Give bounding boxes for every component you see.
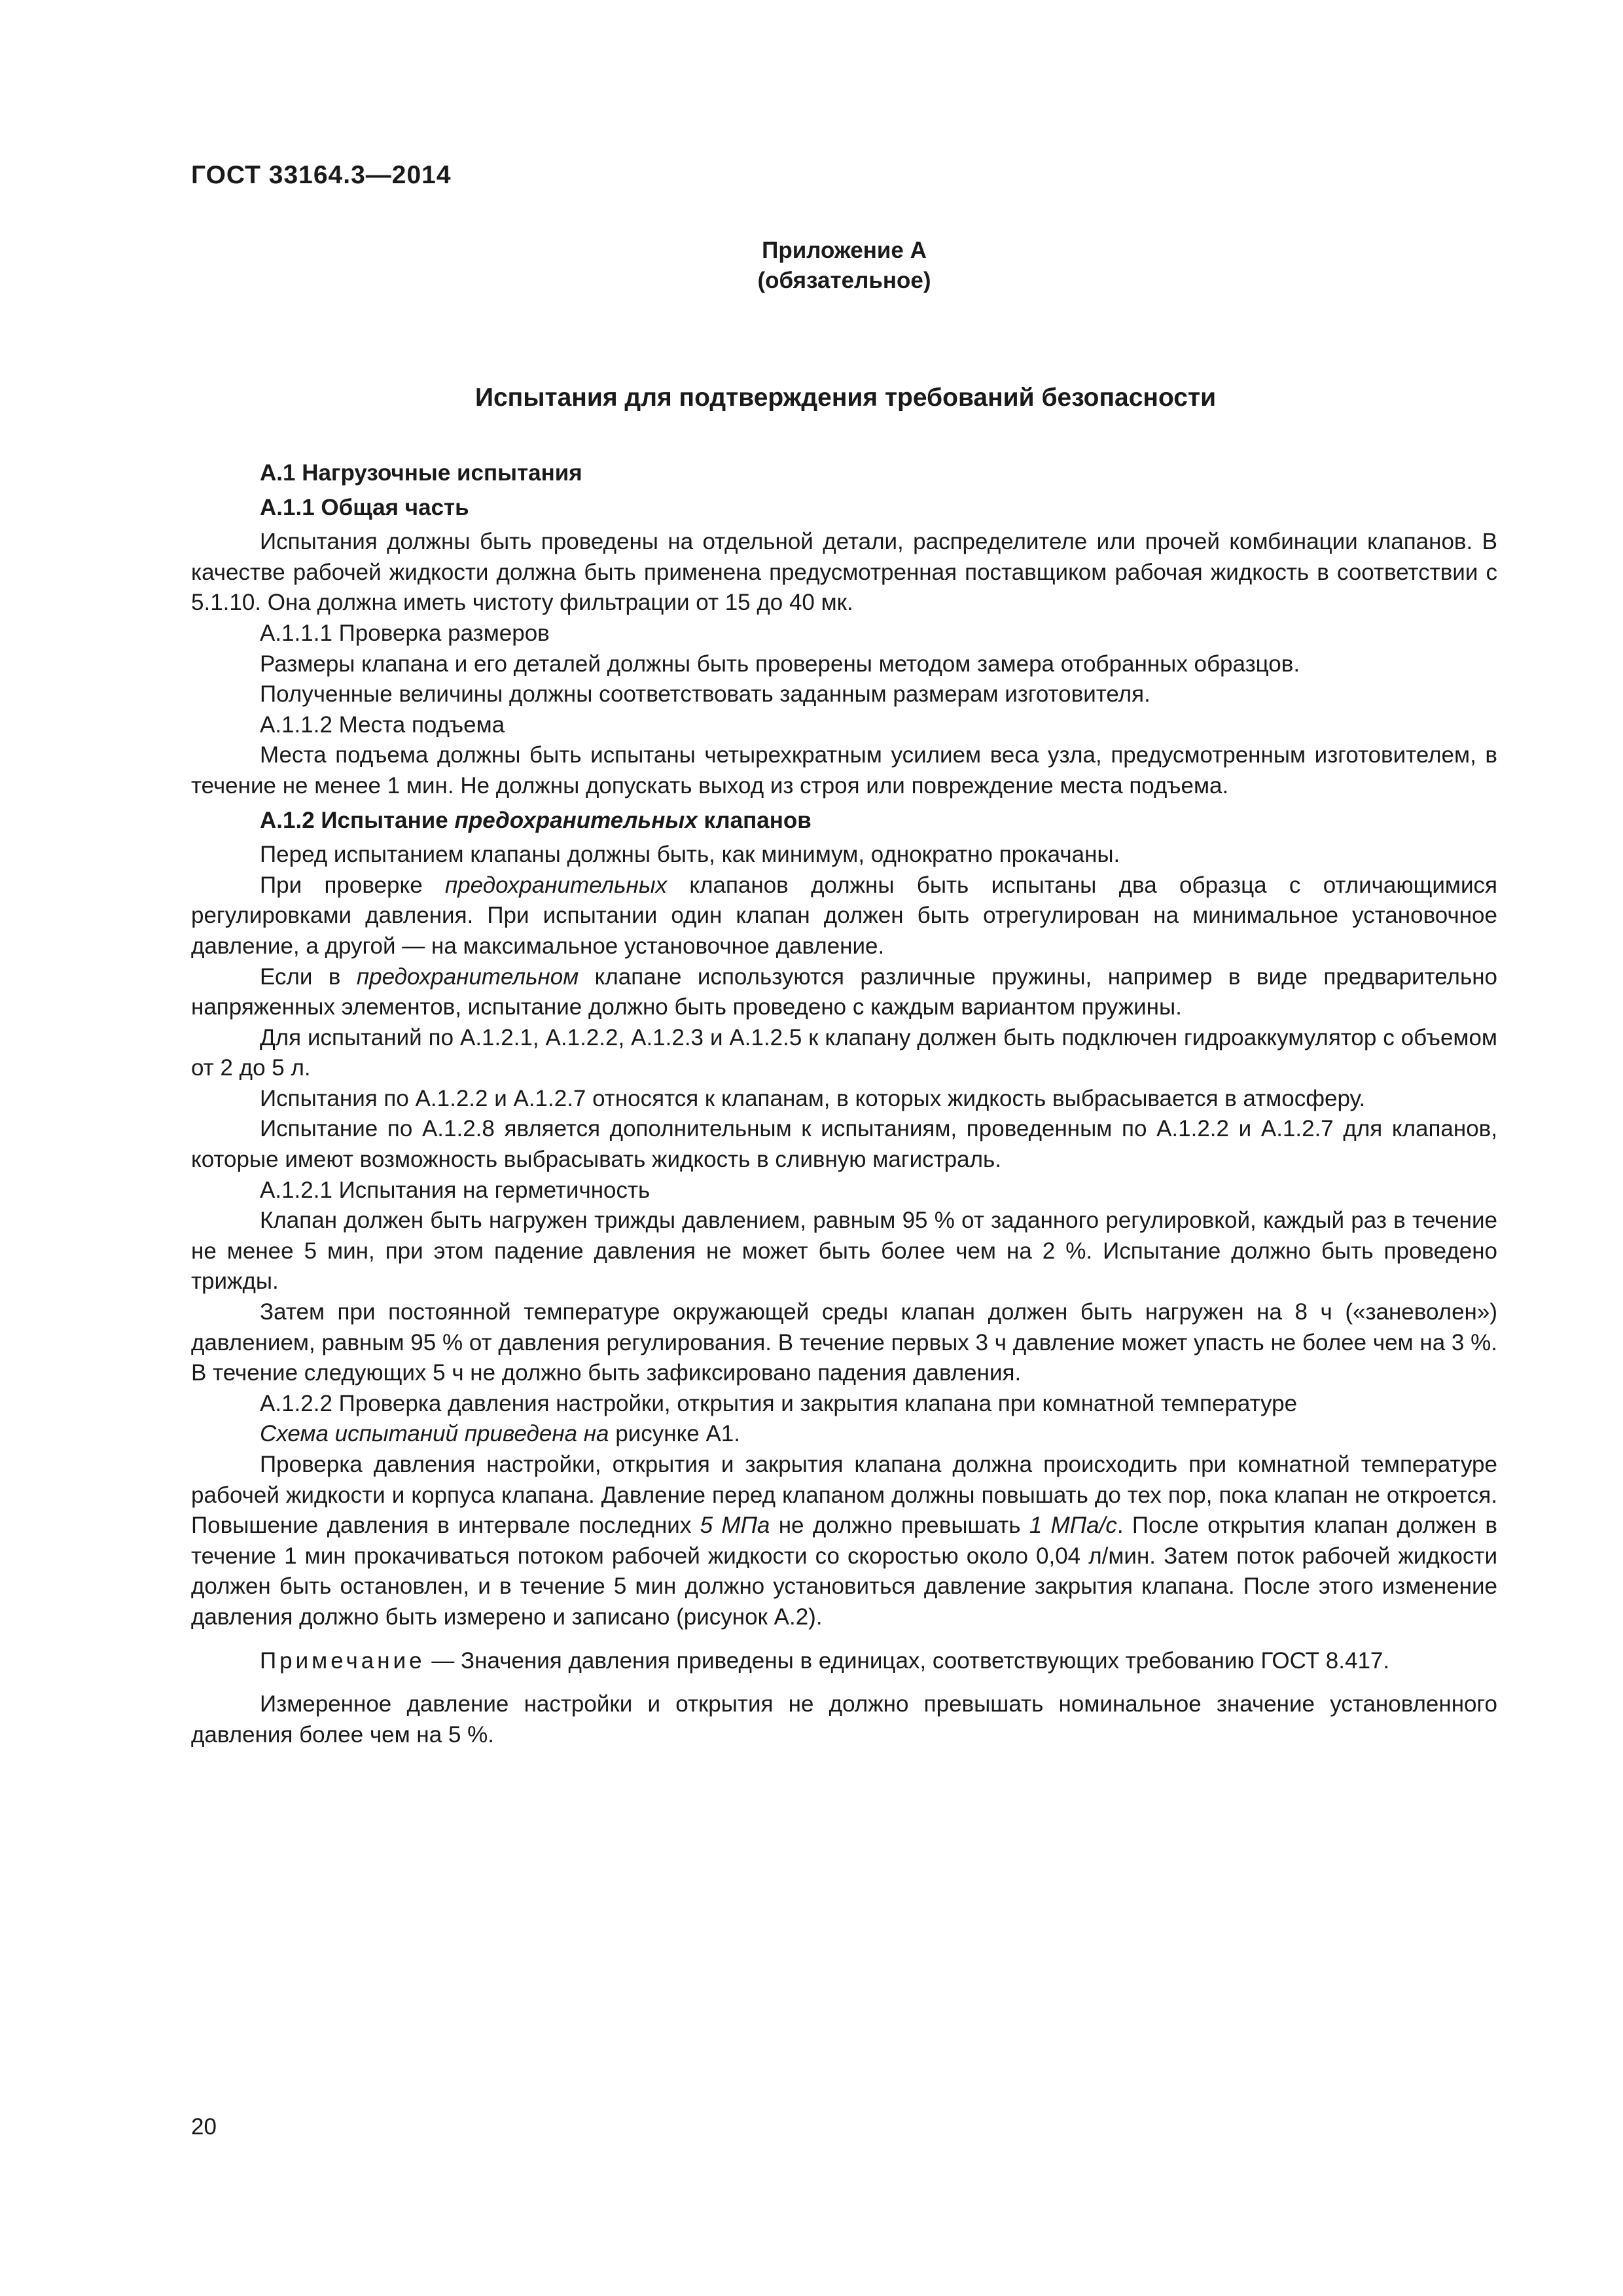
note [191,1646,1497,1677]
paragraph: Перед испытанием клапаны должны быть, как минимум, однократно прокачаны. [260,842,1120,868]
subsection-heading-a112: А.1.1.2 Места подъема [260,711,505,738]
page-number: 20 [191,2114,217,2140]
subsection-heading-a122: А.1.2.2 Проверка давления настройки, открытия и закрытия клапана при комнатной температуре [260,1390,1298,1416]
paragraph: Затем при постоянной температуре окружающей среды клапан должен быть нагружен на 8 ч («заневолен») давлением, равным 95 % от давления регулирования. В течение первых 3 ч давление может упасть не более чем на 3 %. В течение следующих 5 ч не должно быть зафиксировано падения давления. [191,1299,1497,1386]
note-label: Примечание [260,1647,425,1674]
paragraph: Испытания по А.1.2.2 и А.1.2.7 относятся к клапанам, в которых жидкость выбрасывается в атмосферу. [260,1085,1366,1111]
appendix-label: Приложение А [762,238,927,263]
subsection-heading-a121: А.1.2.1 Испытания на герметичность [260,1177,651,1203]
section-heading-a11: А.1.1 Общая часть [260,494,469,520]
paragraph: Размеры клапана и его деталей должны быть проверены методом замера отобранных образцов. [260,651,1300,677]
paragraph: Испытания должны быть проведены на отдельной детали, распределителе или прочей комбинации клапанов. В качестве рабочей жидкости должна быть применена предусмотренная поставщиком рабочая жидкость в соответствии с 5.1.10. Она должна иметь чистоту фильтрации от 15 до 40 мк. [191,529,1497,616]
appendix-heading [576,236,1113,296]
paragraph: Для испытаний по А.1.2.1, А.1.2.2, А.1.2.3 и А.1.2.5 к клапану должен быть подключен гидроаккумулятор с объемом от 2 до 5 л. [191,1024,1497,1081]
paragraph: Проверка давления настройки, открытия и закрытия клапана должна происходить при комнатной температуре рабочей жидкости и корпуса клапана. Давление перед клапаном должны повышать до тех пор, пока клапан не откроется. Повышение давления в интервале последних 5 МПа не должно превышать 1 МПа/с. После открытия клапан должен в течение 1 мин прокачиваться потоком рабочей жидкости со скоростью около 0,04 л/мин. Затем поток рабочей жидкости должен быть остановлен, и в течение 5 мин должно установиться давление закрытия клапана. После этого изменение давления должно быть измерено и записано (рисунок А.2). [191,1452,1497,1630]
paragraph: Места подъема должны быть испытаны четырехкратным усилием веса узла, предусмотренным изготовителем, в течение не менее 1 мин. Не должны допускать выход из строя или повреждение места подъема. [191,742,1497,798]
paragraph: При проверке предохранительных клапанов должны быть испытаны два образца с отличающимися регулировками давления. При испытании один клапан должен быть отрегулирован на минимальное установочное давление, а другой — на максимальное установочное давление. [191,872,1497,959]
section-heading-a1: А.1 Нагрузочные испытания [260,460,582,486]
paragraph: Если в предохранительном клапане используются различные пружины, например в виде предварительно напряженных элементов, испытание должно быть проведено с каждым вариантом пружины. [191,963,1497,1020]
paragraph: Измеренное давление настройки и открытия не должно превышать номинальное значение установленного давления более чем на 5 %. [191,1691,1497,1748]
paragraph: Схема испытаний приведена на рисунке А1. [260,1421,741,1447]
subsection-heading-a111: А.1.1.1 Проверка размеров [260,620,550,646]
appendix-status: (обязательное) [757,268,931,293]
page-title: Испытания для подтверждения требований безопасности [474,384,1217,412]
note-text: — Значения давления приведены в единицах, соответствующих требованию ГОСТ 8.417. [425,1647,1390,1674]
section-heading-a12: А.1.2 Испытание предохранительных клапанов [260,807,812,833]
paragraph: Испытание по А.1.2.8 является дополнительным к испытаниям, проведенным по А.1.2.2 и А.1.2.7 для клапанов, которые имеют возможность выбрасывать жидкость в сливную магистраль. [191,1116,1497,1173]
paragraph: Клапан должен быть нагружен трижды давлением, равным 95 % от заданного регулировкой, каждый раз в течение не менее 5 мин, при этом падение давления не может быть более чем на 2 %. Испытание должно быть проведено трижды. [191,1208,1497,1295]
document-body [191,454,1497,1750]
document-header: ГОСТ 33164.3—2014 [191,161,452,189]
paragraph: Полученные величины должны соответствовать заданным размерам изготовителя. [260,681,1150,708]
